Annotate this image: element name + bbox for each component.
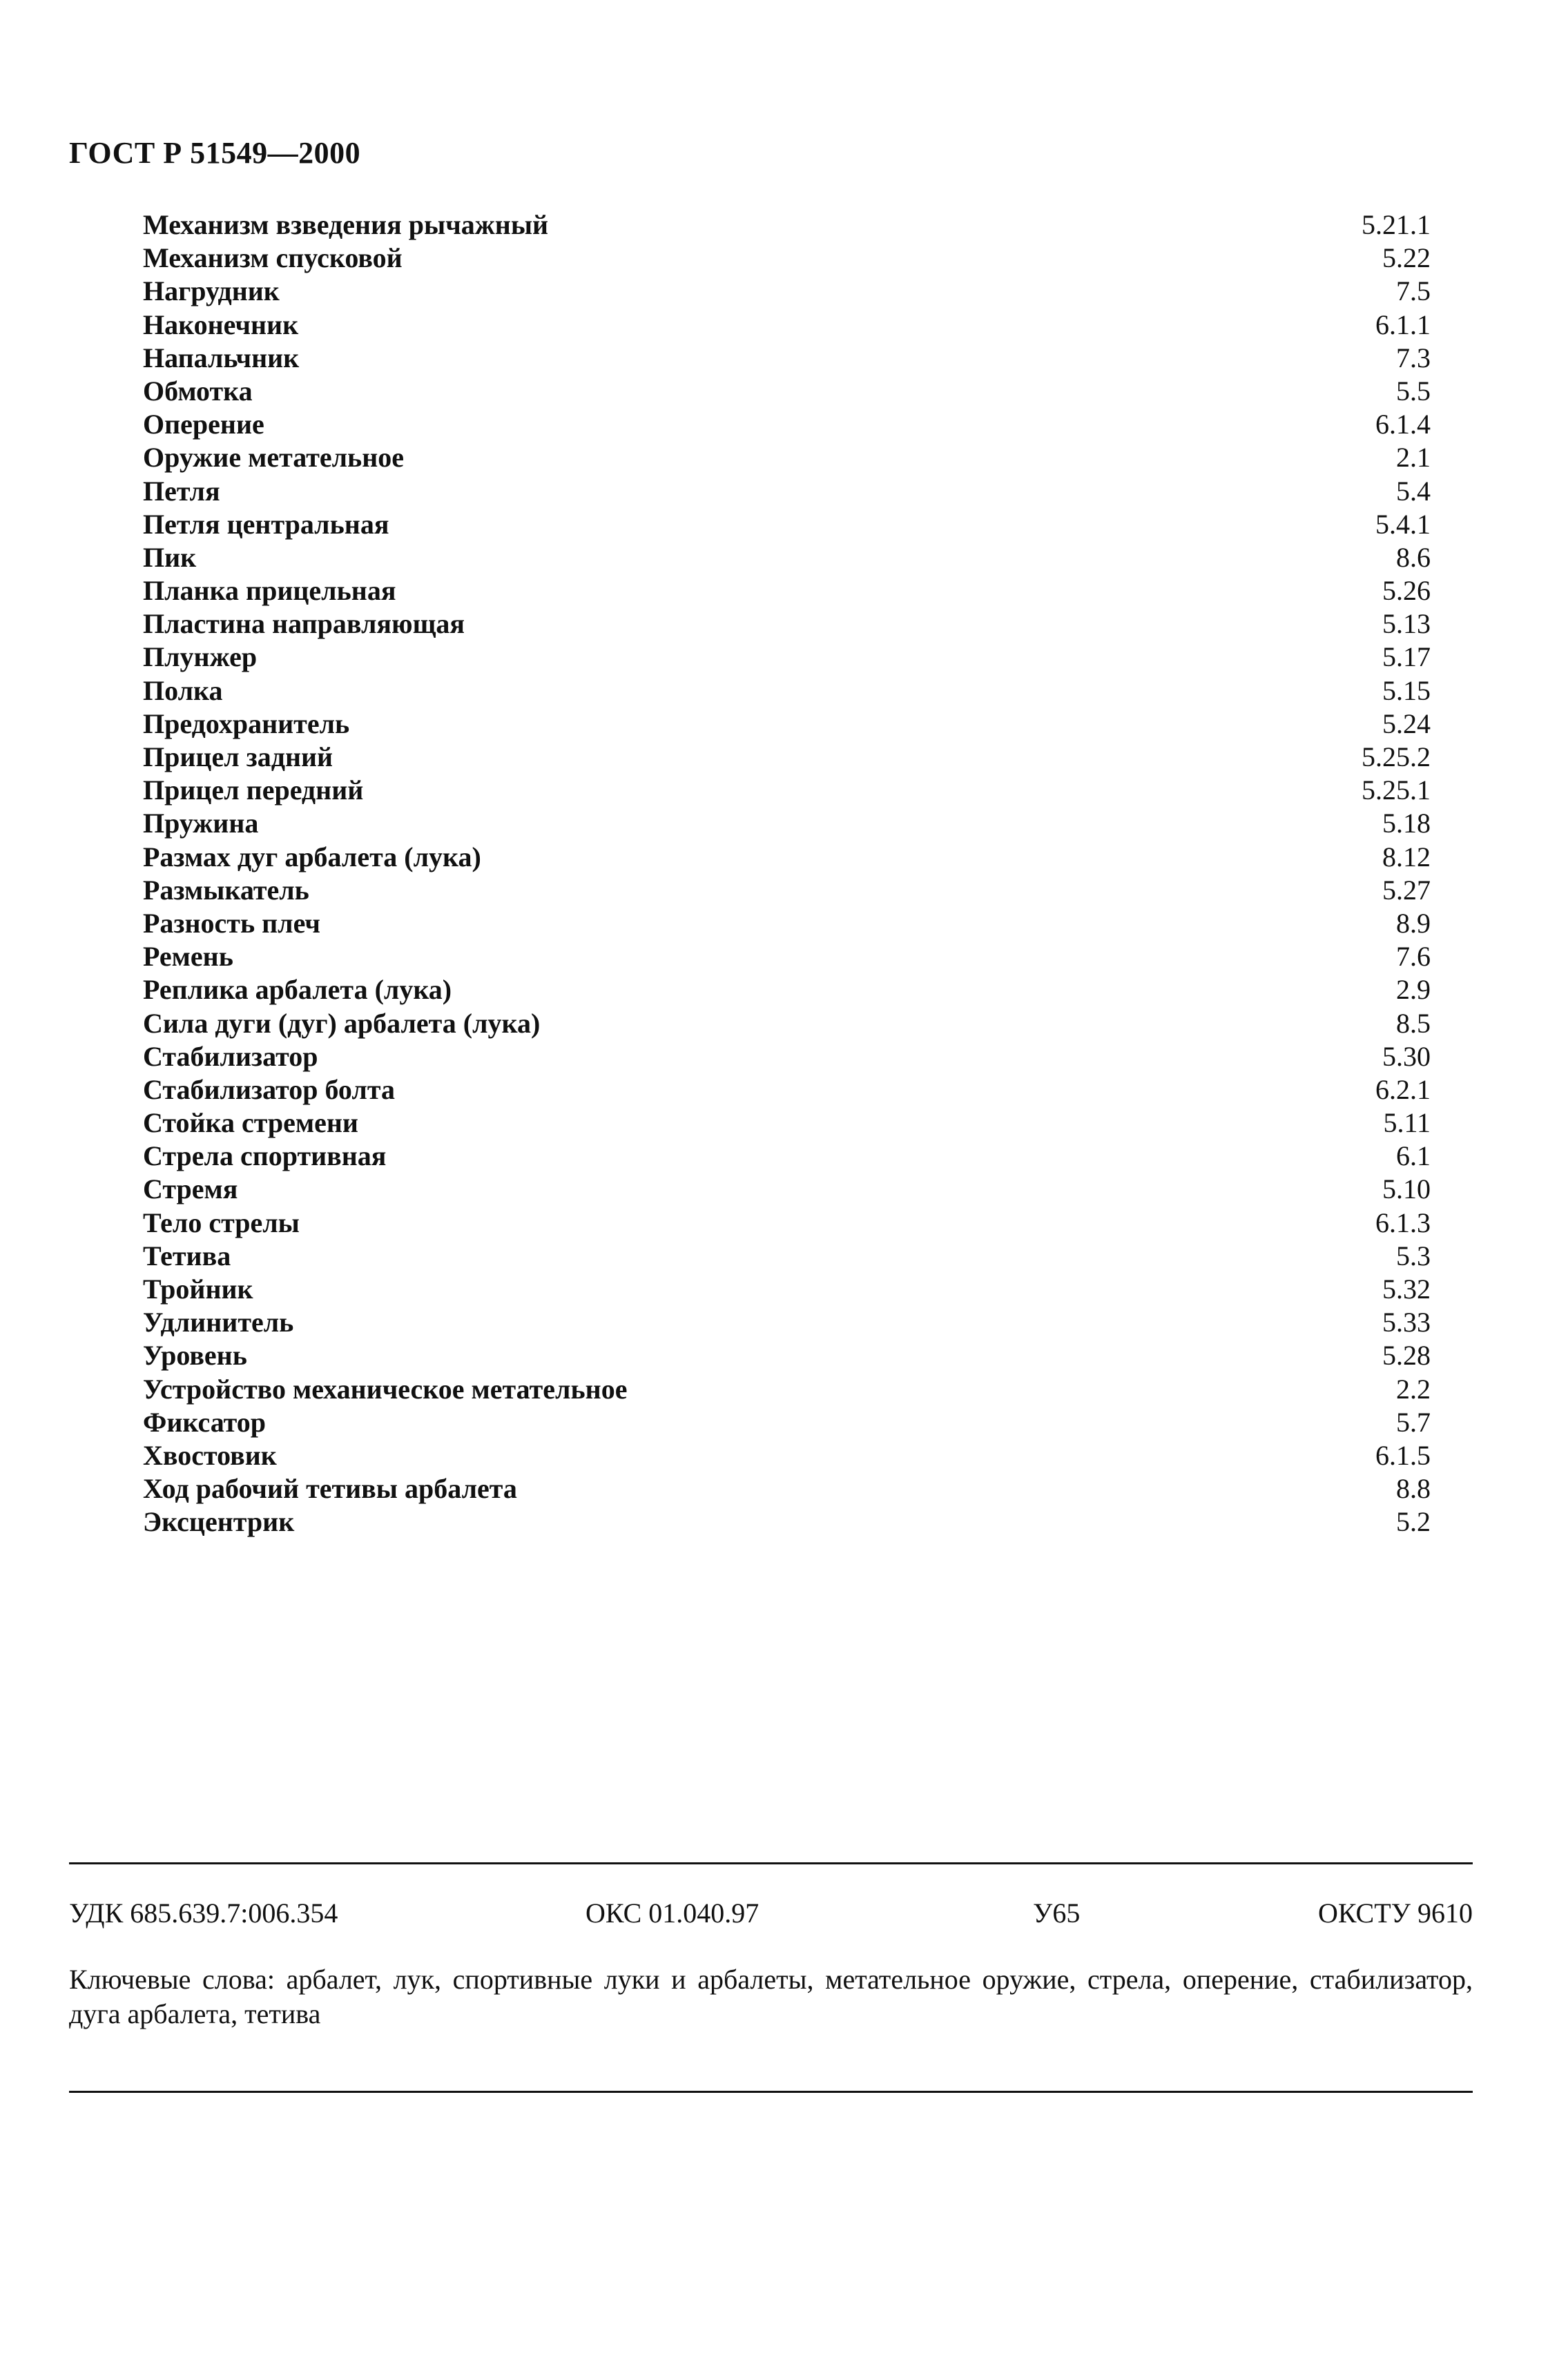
index-ref: 8.6 <box>1396 541 1431 573</box>
index-ref: 5.28 <box>1382 1340 1431 1372</box>
index-ref: 5.13 <box>1382 608 1431 640</box>
index-ref: 6.2.1 <box>1375 1073 1431 1105</box>
index-term: Уровень <box>143 1340 247 1372</box>
index-row <box>143 242 1431 275</box>
index-ref: 5.11 <box>1383 1107 1431 1139</box>
index-term: Тройник <box>143 1274 253 1305</box>
index-term: Прицел передний <box>143 774 364 806</box>
index-ref: 5.5 <box>1396 375 1431 407</box>
index-ref: 5.7 <box>1396 1406 1431 1438</box>
index-ref: 5.33 <box>1382 1307 1431 1338</box>
u-code: У65 <box>1033 1898 1081 1929</box>
index-row <box>143 607 1431 641</box>
index-row <box>143 475 1431 508</box>
index-row <box>143 1472 1431 1505</box>
keywords-label: Ключевые слова: <box>69 1964 275 1995</box>
index-ref: 8.8 <box>1396 1473 1431 1505</box>
index-row <box>143 774 1431 807</box>
index-term: Предохранитель <box>143 708 350 739</box>
index-term: Пружина <box>143 808 259 839</box>
index-ref: 5.4 <box>1396 475 1431 507</box>
index-ref: 6.1.5 <box>1375 1439 1431 1471</box>
index-ref: 5.30 <box>1382 1040 1431 1072</box>
index-term: Реплика арбалета (лука) <box>143 974 452 1006</box>
index-row <box>143 408 1431 441</box>
index-term: Обмотка <box>143 375 253 407</box>
index-row <box>143 1505 1431 1539</box>
index-term: Размах дуг арбалета (лука) <box>143 841 481 872</box>
index-ref: 7.6 <box>1396 941 1431 973</box>
index-row <box>143 1339 1431 1372</box>
index-term: Пик <box>143 541 197 573</box>
index-row <box>143 1373 1431 1406</box>
index-ref: 2.2 <box>1396 1373 1431 1405</box>
index-term: Хвостовик <box>143 1439 277 1471</box>
index-ref: 5.25.2 <box>1362 741 1431 772</box>
index-term: Петля центральная <box>143 508 389 540</box>
index-term: Эксцентрик <box>143 1506 295 1538</box>
bottom-divider <box>69 2091 1473 2093</box>
index-term: Стойка стремени <box>143 1107 358 1139</box>
okstu-code: ОКСТУ 9610 <box>1317 1898 1473 1929</box>
index-ref: 5.26 <box>1382 575 1431 607</box>
index-row <box>143 807 1431 840</box>
index-ref: 5.22 <box>1382 242 1431 274</box>
index-row <box>143 1306 1431 1339</box>
index-row <box>143 708 1431 741</box>
index-ref: 7.3 <box>1396 342 1431 373</box>
index-row <box>143 674 1431 708</box>
index-row <box>143 973 1431 1006</box>
index-ref: 2.1 <box>1396 442 1431 474</box>
index-term: Наконечник <box>143 309 299 340</box>
index-row <box>143 1007 1431 1040</box>
index-term: Сила дуги (дуг) арбалета (лука) <box>143 1007 541 1039</box>
index-term: Планка прицельная <box>143 575 396 607</box>
term-index-list <box>143 208 1431 1539</box>
index-row <box>143 508 1431 541</box>
index-row <box>143 275 1431 308</box>
index-ref: 7.5 <box>1396 275 1431 307</box>
index-row <box>143 208 1431 242</box>
index-ref: 6.1.1 <box>1375 309 1431 340</box>
index-row <box>143 1240 1431 1273</box>
index-row <box>143 541 1431 574</box>
index-ref: 6.1 <box>1396 1140 1431 1172</box>
index-ref: 6.1.4 <box>1375 409 1431 440</box>
index-ref: 5.15 <box>1382 674 1431 706</box>
index-term: Ремень <box>143 941 233 973</box>
index-ref: 5.17 <box>1382 641 1431 673</box>
index-ref: 8.9 <box>1396 907 1431 939</box>
oks-code: ОКС 01.040.97 <box>585 1898 759 1929</box>
index-row <box>143 441 1431 474</box>
index-term: Стремя <box>143 1173 238 1205</box>
keywords-text: арбалет, лук, спортивные луки и арбалеты, метательное оружие, стрела, оперение, стабилизатор, дуга арбалета, тетива <box>69 1964 1473 2029</box>
index-term: Механизм спусковой <box>143 242 403 274</box>
index-ref: 5.21.1 <box>1362 209 1431 240</box>
index-term: Тело стрелы <box>143 1207 300 1238</box>
index-row <box>143 874 1431 907</box>
index-row <box>143 309 1431 342</box>
index-row <box>143 1140 1431 1173</box>
index-term: Оружие метательное <box>143 442 405 474</box>
index-term: Устройство механическое метательное <box>143 1373 628 1405</box>
index-ref: 5.2 <box>1396 1506 1431 1538</box>
index-row <box>143 1207 1431 1240</box>
index-ref: 5.32 <box>1382 1274 1431 1305</box>
index-row <box>143 741 1431 774</box>
keywords-paragraph <box>69 1962 1473 2031</box>
index-row <box>143 1073 1431 1106</box>
index-row <box>143 375 1431 408</box>
index-term: Удлинитель <box>143 1307 294 1338</box>
index-term: Тетива <box>143 1240 231 1271</box>
index-row <box>143 1439 1431 1472</box>
index-term: Прицел задний <box>143 741 333 772</box>
index-term: Стрела спортивная <box>143 1140 387 1172</box>
index-row <box>143 907 1431 940</box>
index-term: Размыкатель <box>143 874 309 906</box>
index-term: Пластина направляющая <box>143 608 465 640</box>
top-divider <box>69 1862 1473 1864</box>
index-ref: 5.24 <box>1382 708 1431 739</box>
index-row <box>143 940 1431 973</box>
index-row <box>143 1040 1431 1073</box>
index-ref: 2.9 <box>1396 974 1431 1006</box>
index-term: Полка <box>143 674 223 706</box>
index-term: Стабилизатор <box>143 1040 318 1072</box>
index-ref: 5.3 <box>1396 1240 1431 1271</box>
index-term: Ход рабочий тетивы арбалета <box>143 1473 517 1505</box>
index-term: Плунжер <box>143 641 258 673</box>
index-ref: 5.4.1 <box>1375 508 1431 540</box>
index-term: Разность плеч <box>143 907 320 939</box>
index-row <box>143 641 1431 674</box>
index-row <box>143 841 1431 874</box>
index-ref: 8.12 <box>1382 841 1431 872</box>
index-term: Оперение <box>143 409 264 440</box>
index-row <box>143 342 1431 375</box>
index-ref: 8.5 <box>1396 1007 1431 1039</box>
index-term: Нагрудник <box>143 275 280 307</box>
index-row <box>143 1173 1431 1206</box>
index-term: Стабилизатор болта <box>143 1073 395 1105</box>
index-row <box>143 574 1431 607</box>
index-row <box>143 1106 1431 1140</box>
standard-number: ГОСТ Р 51549—2000 <box>69 136 361 170</box>
index-term: Напальчник <box>143 342 300 373</box>
index-term: Механизм взведения рычажный <box>143 209 549 240</box>
index-term: Фиксатор <box>143 1406 267 1438</box>
index-row <box>143 1406 1431 1439</box>
index-row <box>143 1273 1431 1306</box>
udk-code: УДК 685.639.7:006.354 <box>69 1898 338 1929</box>
index-ref: 6.1.3 <box>1375 1207 1431 1238</box>
index-ref: 5.10 <box>1382 1173 1431 1205</box>
index-ref: 5.27 <box>1382 874 1431 906</box>
index-ref: 5.25.1 <box>1362 774 1431 806</box>
index-term: Петля <box>143 475 220 507</box>
index-ref: 5.18 <box>1382 808 1431 839</box>
